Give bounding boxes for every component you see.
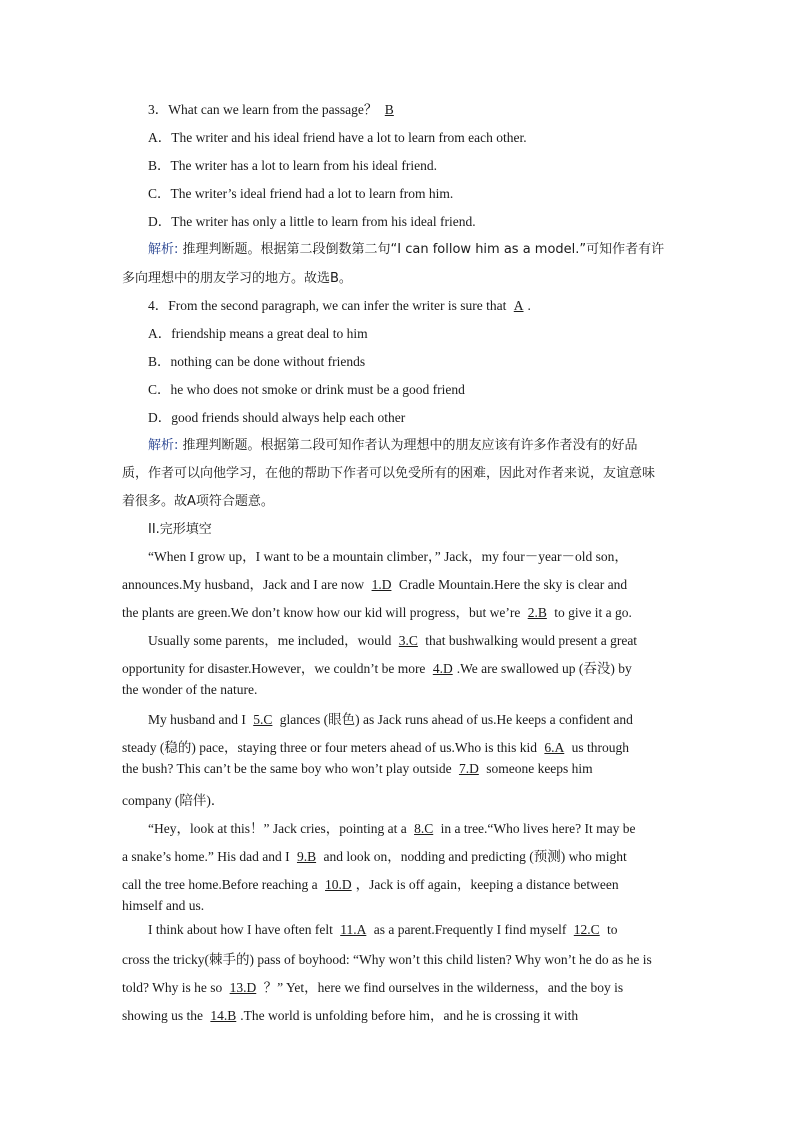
q3-analysis-line2: 多向理想中的朋友学习的地方。故选B。 — [122, 271, 352, 286]
q3-option-c: C．The writer’s ideal friend had a lot to learn from him. — [148, 186, 454, 201]
passage-text: steady (稳的) pace，staying three or four meters ahead of us.Who is this kid — [122, 740, 538, 755]
passage-text: to give it a go. — [554, 605, 632, 620]
passage-text: as a parent.Frequently I find myself — [373, 922, 567, 937]
q4-option-b: B．nothing can be done without friends — [148, 354, 366, 369]
passage-text: ，Jack is off again，keeping a distance between — [355, 877, 619, 892]
passage-text: I think about how I have often felt — [148, 922, 333, 937]
passage-p5-line3 — [122, 976, 623, 996]
blank-answer-10: 10.D — [325, 877, 352, 892]
passage-p3-line4: company (陪伴)． — [122, 793, 225, 808]
blank-answer-12: 12.C — [573, 922, 600, 937]
passage-text: us through — [571, 740, 630, 755]
passage-p3-line3 — [122, 761, 593, 777]
analysis-label: 解析: — [148, 242, 179, 257]
passage-text: “Hey，look at this！” Jack cries，pointing at a — [148, 821, 407, 836]
passage-text: a snake’s home.” His dad and I — [122, 849, 290, 864]
question-4-answer: A — [513, 298, 524, 313]
passage-text: .The world is unfolding before him，and he is crossing it with — [240, 1008, 579, 1023]
passage-text: to — [607, 922, 618, 937]
passage-text: .We are swallowed up (吞没) by — [456, 661, 632, 676]
passage-text: call the tree home.Before reaching a — [122, 877, 318, 892]
passage-p5-line2: cross the tricky(棘手的) pass of boyhood: “Why won’t this child listen? Why won’t he do as he is — [122, 952, 652, 967]
blank-answer-5: 5.C — [253, 712, 273, 727]
question-3-answer: B — [384, 102, 394, 117]
passage-text: that bushwalking would present a great — [425, 633, 638, 648]
blank-answer-9: 9.B — [296, 849, 317, 864]
question-3-stem — [148, 98, 398, 118]
blank-answer-11: 11.A — [340, 922, 367, 937]
passage-text: in a tree.“Who lives here? It may be — [440, 821, 636, 836]
blank-answer-4: 4.D — [432, 661, 453, 676]
blank-answer-3: 3.C — [398, 633, 418, 648]
passage-p3-line1 — [148, 708, 633, 728]
q4-analysis — [148, 434, 638, 453]
passage-text: My husband and I — [148, 712, 246, 727]
passage-text: and look on，nodding and predicting (预测) who might — [323, 849, 627, 864]
passage-p1-line1: “When I grow up，I want to be a mountain climber，” Jack，my four－year－old son， — [148, 549, 628, 564]
passage-p2-line1 — [148, 629, 637, 649]
passage-p5-line1 — [148, 922, 618, 938]
question-3-text: 3．What can we learn from the passage？ — [148, 102, 378, 117]
q3-analysis — [148, 238, 664, 257]
passage-p1-line2 — [122, 573, 627, 593]
blank-answer-2: 2.B — [527, 605, 547, 620]
passage-text: showing us the — [122, 1008, 203, 1023]
question-4-text: 4．From the second paragraph, we can infer the writer is sure that — [148, 298, 507, 313]
blank-answer-1: 1.D — [371, 577, 392, 592]
section-title: II.完形填空 — [148, 522, 212, 537]
q4-analysis-line2: 质，作者可以向他学习，在他的帮助下作者可以免受所有的困难，因此对作者来说，友谊意味 — [122, 466, 656, 481]
q3-analysis-line1: 推理判断题。根据第二段倒数第二句“I can follow him as a model.”可知作者有许 — [182, 242, 665, 257]
passage-text: told? Why is he so — [122, 980, 223, 995]
passage-text: announces.My husband，Jack and I are now — [122, 577, 365, 592]
passage-p1-line3 — [122, 601, 632, 621]
passage-text: Cradle Mountain.Here the sky is clear and — [398, 577, 628, 592]
passage-text: the bush? This can’t be the same boy who won’t play outside — [122, 761, 452, 776]
q3-option-a: A．The writer and his ideal friend have a lot to learn from each other. — [148, 130, 527, 145]
passage-text: ？” Yet，here we find ourselves in the wilderness，and the boy is — [263, 980, 624, 995]
analysis-label: 解析: — [148, 438, 179, 453]
blank-answer-14: 14.B — [210, 1008, 237, 1023]
passage-p4-line3 — [122, 873, 619, 893]
passage-p2-line2 — [122, 657, 632, 677]
passage-text: the plants are green.We don’t know how our kid will progress，but we’re — [122, 605, 521, 620]
question-4-stem — [148, 294, 531, 314]
blank-answer-6: 6.A — [544, 740, 565, 755]
q3-option-b: B．The writer has a lot to learn from his ideal friend. — [148, 158, 438, 173]
passage-p4-line2 — [122, 845, 627, 865]
passage-p3-line2 — [122, 736, 629, 756]
passage-p4-line1 — [148, 817, 635, 837]
passage-text: Usually some parents，me included，would — [148, 633, 392, 648]
passage-text: glances (眼色) as Jack runs ahead of us.He keeps a confident and — [279, 712, 633, 727]
blank-answer-13: 13.D — [229, 980, 257, 995]
passage-p5-line4 — [122, 1004, 578, 1024]
passage-p2-line3: the wonder of the nature. — [122, 682, 258, 697]
q3-option-d: D．The writer has only a little to learn from his ideal friend. — [148, 214, 476, 229]
blank-answer-8: 8.C — [414, 821, 434, 836]
q4-option-c: C．he who does not smoke or drink must be a good friend — [148, 382, 465, 397]
q4-option-a: A．friendship means a great deal to him — [148, 326, 368, 341]
question-4-end: . — [527, 298, 531, 313]
passage-text: opportunity for disaster.However，we couldn’t be more — [122, 661, 426, 676]
q4-analysis-line3: 着很多。故A项符合题意。 — [122, 494, 274, 509]
passage-p4-line4: himself and us. — [122, 898, 205, 913]
passage-text: someone keeps him — [486, 761, 593, 776]
q4-option-d: D．good friends should always help each other — [148, 410, 406, 425]
q4-analysis-line1: 推理判断题。根据第二段可知作者认为理想中的朋友应该有许多作者没有的好品 — [182, 438, 638, 453]
blank-answer-7: 7.D — [458, 761, 479, 776]
